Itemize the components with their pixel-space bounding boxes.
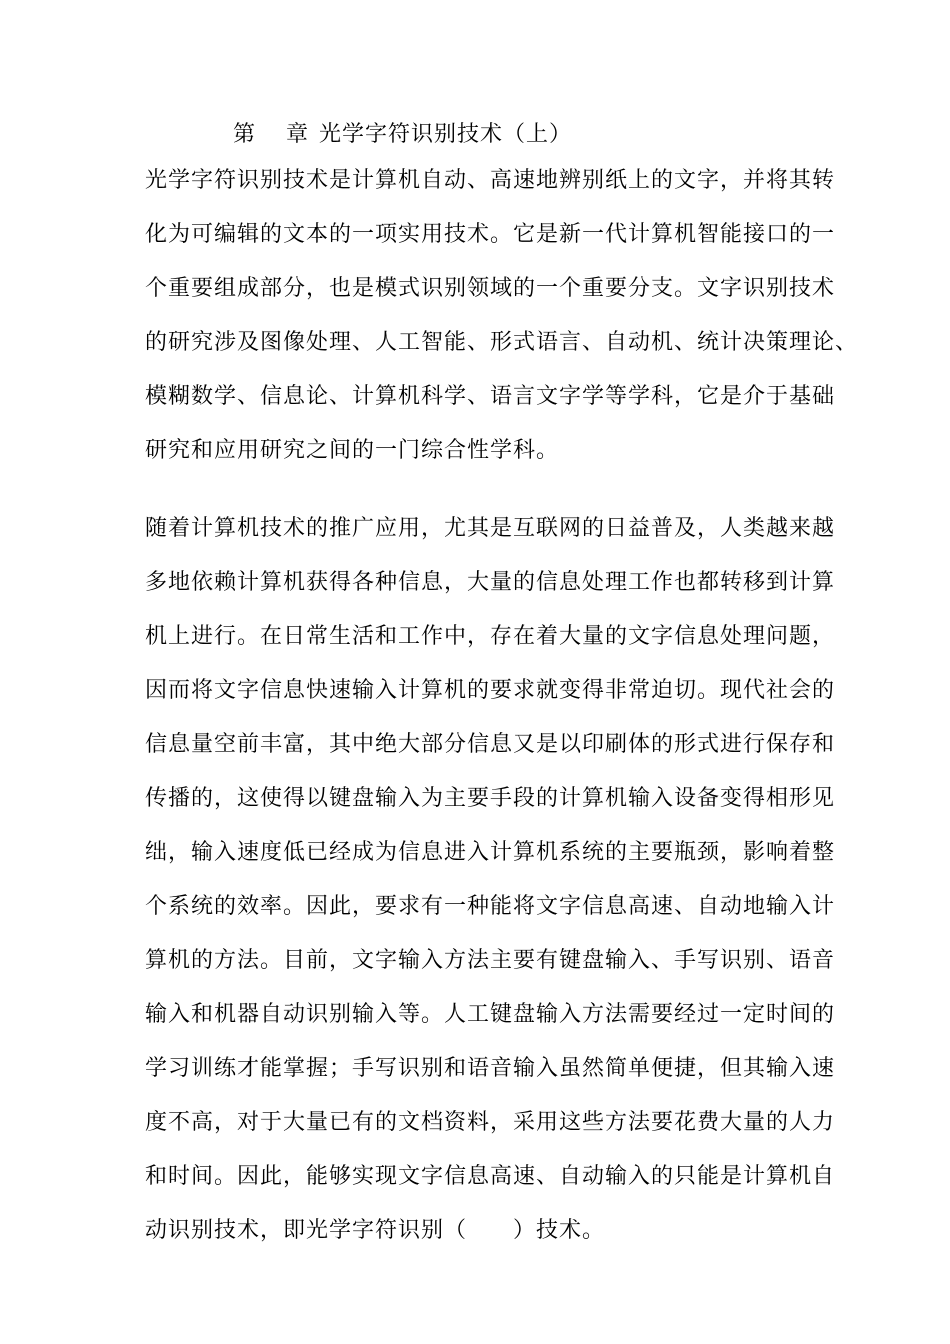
paragraph-line: 传播的，这使得以键盘输入为主要手段的计算机输入设备变得相形见 bbox=[145, 786, 836, 811]
chapter-title bbox=[233, 118, 572, 152]
paragraph-line: 度不高，对于大量已有的文档资料，采用这些方法要花费大量的人力 bbox=[145, 1110, 836, 1135]
paragraph-line: 和时间。因此，能够实现文字信息高速、自动输入的只能是计算机自 bbox=[145, 1164, 836, 1189]
paragraph-line: 信息量空前丰富，其中绝大部分信息又是以印刷体的形式进行保存和 bbox=[145, 732, 836, 757]
paragraph-line: 多地依赖计算机获得各种信息，大量的信息处理工作也都转移到计算 bbox=[145, 570, 836, 595]
paragraph-intro bbox=[145, 154, 859, 478]
paragraph-line: 动识别技术，即光学字符识别（ ）技术。 bbox=[145, 1218, 606, 1243]
paragraph-line: 研究和应用研究之间的一门综合性学科。 bbox=[145, 438, 560, 463]
paragraph-line: 的研究涉及图像处理、人工智能、形式语言、自动机、统计决策理论、 bbox=[145, 330, 859, 355]
paragraph-line: 机上进行。在日常生活和工作中，存在着大量的文字信息处理问题， bbox=[145, 624, 836, 649]
paragraph-background bbox=[145, 502, 836, 1258]
chapter-title-prefix: 第 bbox=[233, 122, 257, 147]
paragraph-line: 个系统的效率。因此，要求有一种能将文字信息高速、自动地输入计 bbox=[145, 894, 836, 919]
paragraph-line: 模糊数学、信息论、计算机科学、语言文字学等学科，它是介于基础 bbox=[145, 384, 836, 409]
paragraph-line: 光学字符识别技术是计算机自动、高速地辨别纸上的文字，并将其转 bbox=[145, 168, 836, 193]
paragraph-line: 因而将文字信息快速输入计算机的要求就变得非常迫切。现代社会的 bbox=[145, 678, 836, 703]
paragraph-line: 算机的方法。目前，文字输入方法主要有键盘输入、手写识别、语音 bbox=[145, 948, 836, 973]
chapter-title-text: 光学字符识别技术（上） bbox=[319, 122, 573, 147]
paragraph-line: 输入和机器自动识别输入等。人工键盘输入方法需要经过一定时间的 bbox=[145, 1002, 836, 1027]
chapter-title-unit: 章 bbox=[286, 122, 310, 147]
paragraph-line: 绌，输入速度低已经成为信息进入计算机系统的主要瓶颈，影响着整 bbox=[145, 840, 836, 865]
paragraph-line: 化为可编辑的文本的一项实用技术。它是新一代计算机智能接口的一 bbox=[145, 222, 836, 247]
paragraph-line: 学习训练才能掌握；手写识别和语音输入虽然简单便捷，但其输入速 bbox=[145, 1056, 836, 1081]
paragraph-line: 随着计算机技术的推广应用，尤其是互联网的日益普及，人类越来越 bbox=[145, 516, 836, 541]
paragraph-line: 个重要组成部分，也是模式识别领域的一个重要分支。文字识别技术 bbox=[145, 276, 836, 301]
